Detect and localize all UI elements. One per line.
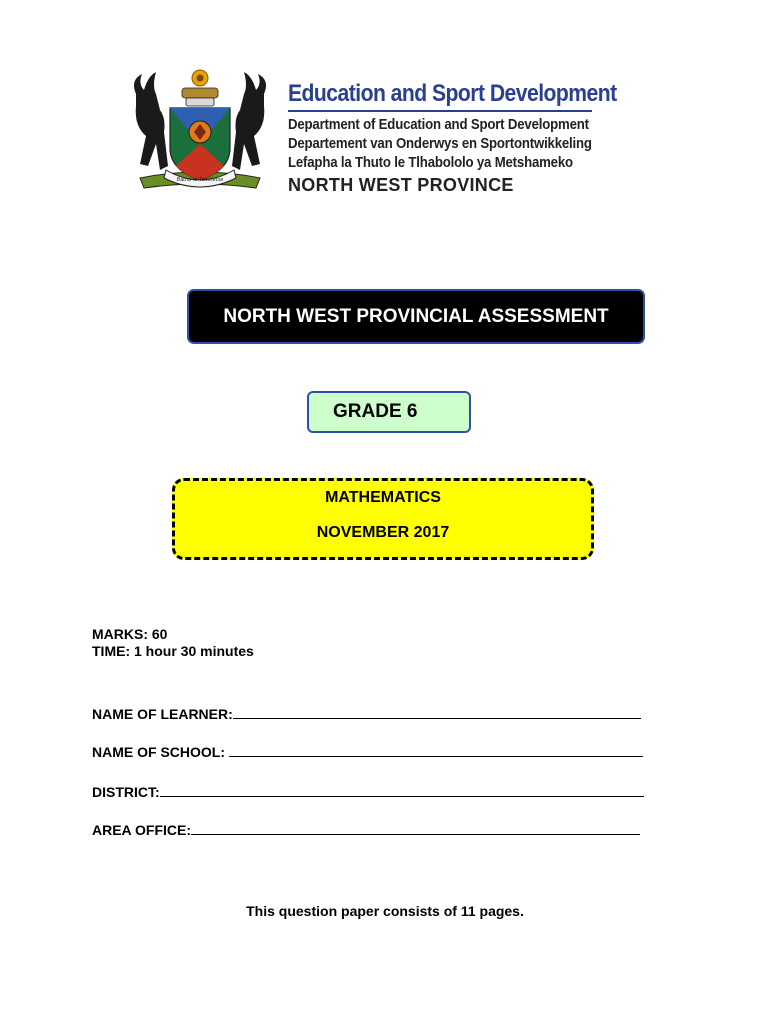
department-header [288,80,618,196]
school-name-field[interactable] [92,744,643,760]
learner-name-field[interactable] [92,706,641,722]
grade-label: GRADE 6 [307,391,471,433]
department-name-afrikaans: Departement van Onderwys en Sportontwikkeling [288,135,592,152]
department-name-setswana: Lefapha la Thuto le Tlhabololo ya Metshameko [288,154,573,171]
learner-name-line[interactable] [233,706,641,719]
page-count-note: This question paper consists of 11 pages. [246,903,524,919]
marks-text: MARKS: 60 [92,626,168,642]
coat-of-arms-logo [126,66,274,196]
coat-of-arms-motto: Batho le Tsweletse [176,177,224,183]
subject-box [172,478,594,560]
subject-name: MATHEMATICS [325,489,441,506]
department-title-rule [288,110,592,112]
district-label: DISTRICT: [92,784,160,800]
learner-name-label: NAME OF LEARNER: [92,706,233,722]
time-text: TIME: 1 hour 30 minutes [92,643,254,659]
area-office-line[interactable] [191,822,640,835]
province-name: NORTH WEST PROVINCE [288,175,514,195]
school-name-label: NAME OF SCHOOL: [92,744,229,760]
school-name-line[interactable] [229,744,643,757]
assessment-title-banner: NORTH WEST PROVINCIAL ASSESSMENT [187,289,645,344]
district-field[interactable] [92,784,644,800]
area-office-field[interactable] [92,822,640,838]
department-title: Education and Sport Development [288,80,617,107]
exam-date: NOVEMBER 2017 [316,524,450,541]
area-office-label: AREA OFFICE: [92,822,192,838]
department-name-english: Department of Education and Sport Development [288,116,589,133]
district-line[interactable] [160,784,644,797]
